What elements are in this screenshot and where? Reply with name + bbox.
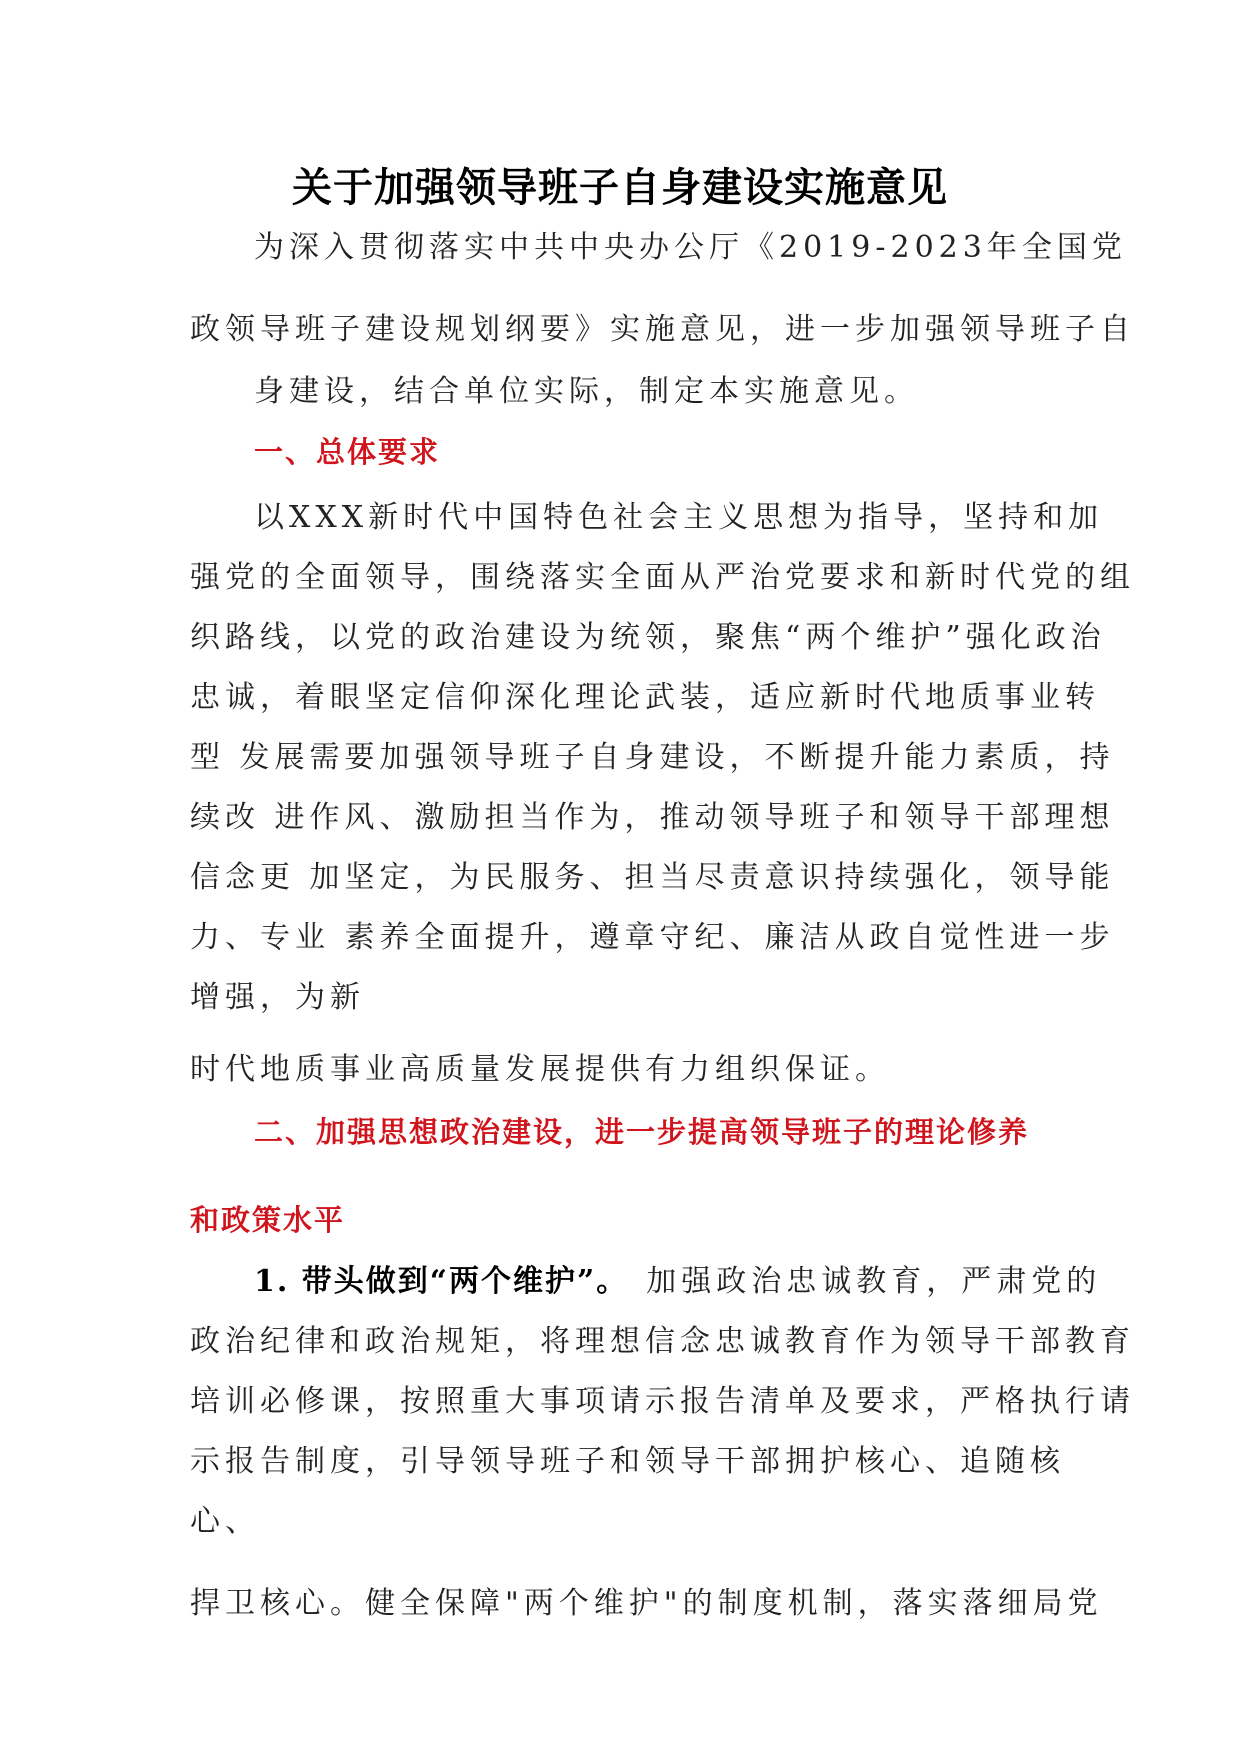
section1-line-2: 强党的全面领导，围绕落实全面从严治党要求和新时代党的组	[190, 560, 1135, 595]
intro-line-1: 为深入贯彻落实中共中央办公厅《2019-2023年全国党	[254, 230, 1127, 265]
section-heading-2-cont: 和政策水平	[190, 1203, 346, 1237]
section2-line-3: 示报告制度，引导领导班子和领导干部拥护核心、追随核	[190, 1444, 1065, 1479]
section-heading-2: 二、加强思想政治建设，进一步提高领导班子的理论修养	[254, 1115, 1030, 1149]
document-title: 关于加强领导班子自身建设实施意见	[292, 165, 948, 211]
intro-line-2: 政领导班子建设规划纲要》实施意见，进一步加强领导班子自	[190, 312, 1135, 347]
intro-line-3: 身建设，结合单位实际，制定本实施意见。	[254, 374, 919, 409]
section1-line-8: 力、专业 素养全面提升，遵章守纪、廉洁从政自觉性进一步	[190, 920, 1115, 955]
section2-line-4: 心、	[190, 1504, 260, 1539]
section1-line-1: 以XXX新时代中国特色社会主义思想为指导，坚持和加	[254, 500, 1104, 535]
section2-line-1: 政治纪律和政治规矩，将理想信念忠诚教育作为领导干部教育	[190, 1324, 1135, 1359]
section2-line-5: 捍卫核心。健全保障"两个维护"的制度机制，落实落细局党	[190, 1586, 1103, 1621]
item-1-text: 加强政治忠诚教育，严肃党的	[646, 1264, 1102, 1299]
section2-line-2: 培训必修课，按照重大事项请示报告清单及要求，严格执行请	[190, 1384, 1135, 1419]
item-1-lead: 1. 带头做到“两个维护”。	[254, 1264, 629, 1299]
section1-line-4: 忠诚，着眼坚定信仰深化理论武装，适应新时代地质事业转	[190, 680, 1100, 715]
section1-line-7: 信念更 加坚定，为民服务、担当尽责意识持续强化，领导能	[190, 860, 1115, 895]
section1-line-9: 增强，为新	[190, 980, 365, 1015]
section1-line-6: 续改 进作风、激励担当作为，推动领导班子和领导干部理想	[190, 800, 1115, 835]
section1-line-5: 型 发展需要加强领导班子自身建设，不断提升能力素质，持	[190, 740, 1115, 775]
section1-line-3: 织路线，以党的政治建设为统领，聚焦“两个维护”强化政治	[190, 620, 1106, 655]
section1-line-10: 时代地质事业高质量发展提供有力组织保证。	[190, 1052, 890, 1087]
section-heading-1: 一、总体要求	[254, 435, 441, 469]
item-1-first-line	[254, 1262, 1101, 1302]
